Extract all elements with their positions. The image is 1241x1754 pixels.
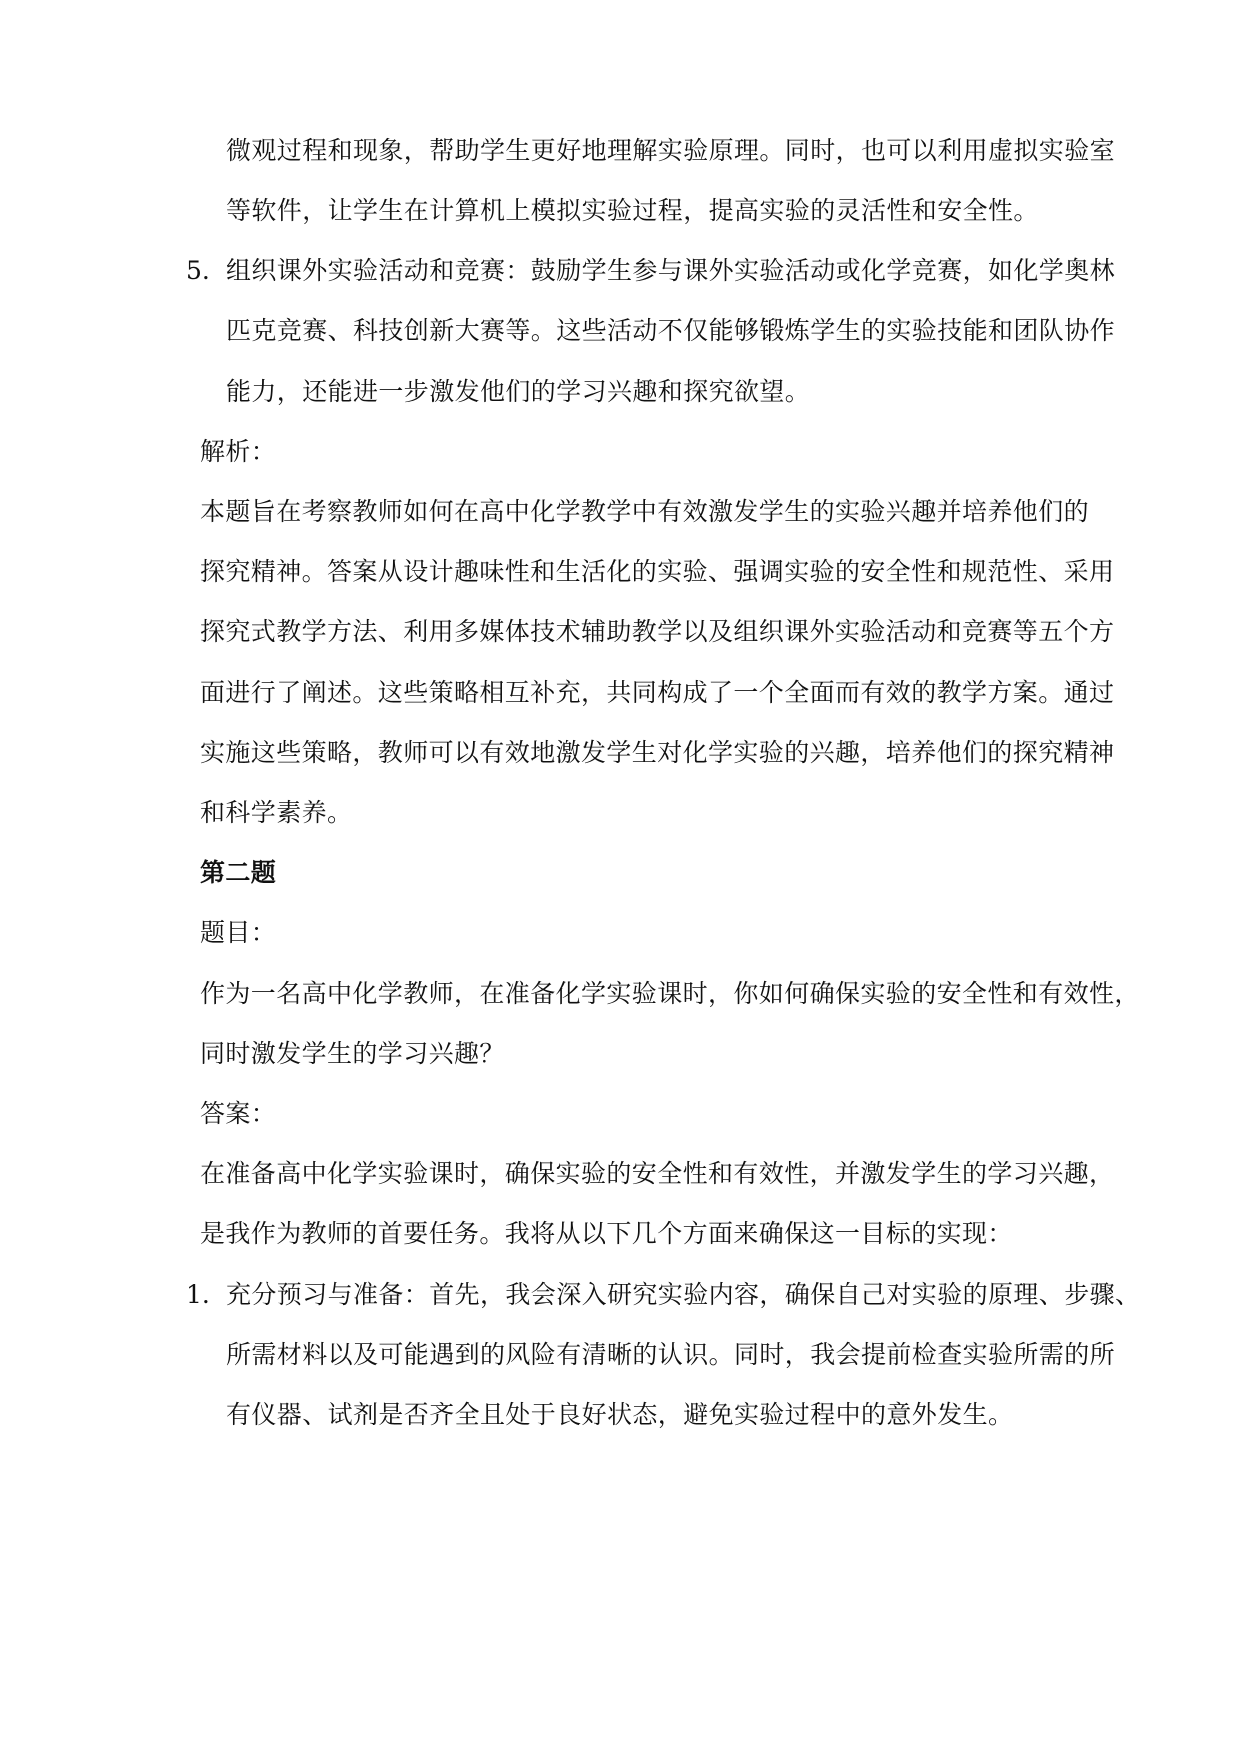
prompt-line: 同时激发学生的学习兴趣？ [200,1039,505,1068]
list-number: 5. [186,256,210,285]
list-number: 1. [186,1280,210,1309]
analysis-line: 本题旨在考察教师如何在高中化学教学中有效激发学生的实验兴趣并培养他们的 [200,497,1090,526]
prompt-line: 作为一名高中化学教师，在准备化学实验课时，你如何确保实验的安全性和有效性， [200,979,1140,1008]
paragraph-line: 等软件，让学生在计算机上模拟实验过程，提高实验的灵活性和安全性。 [226,196,1039,225]
analysis-line: 实施这些策略，教师可以有效地激发学生对化学实验的兴趣，培养他们的探究精神 [200,738,1115,767]
analysis-label: 解析： [200,437,277,466]
list-item-line: 匹克竞赛、科技创新大赛等。这些活动不仅能够锻炼学生的实验技能和团队协作 [226,316,1116,345]
list-item-line: 有仪器、试剂是否齐全且处于良好状态，避免实验过程中的意外发生。 [226,1400,1014,1429]
paragraph-line: 微观过程和现象，帮助学生更好地理解实验原理。同时，也可以利用虚拟实验室 [226,136,1116,165]
section-heading: 第二题 [200,858,277,887]
analysis-line: 面进行了阐述。这些策略相互补充，共同构成了一个全面而有效的教学方案。通过 [200,678,1115,707]
answer-label: 答案： [200,1099,277,1128]
list-item-line: 能力，还能进一步激发他们的学习兴趣和探究欲望。 [226,377,811,406]
analysis-line: 探究式教学方法、利用多媒体技术辅助教学以及组织课外实验活动和竞赛等五个方 [200,617,1115,646]
list-item-line: 组织课外实验活动和竞赛：鼓励学生参与课外实验活动或化学竞赛，如化学奥林 [226,256,1116,285]
analysis-line: 和科学素养。 [200,798,353,827]
list-item-line: 所需材料以及可能遇到的风险有清晰的认识。同时，我会提前检查实验所需的所 [226,1340,1116,1369]
answer-line: 是我作为教师的首要任务。我将从以下几个方面来确保这一目标的实现： [200,1219,1013,1248]
prompt-label: 题目： [200,918,277,947]
list-item-line: 充分预习与准备：首先，我会深入研究实验内容，确保自己对实验的原理、步骤、 [226,1280,1141,1309]
answer-line: 在准备高中化学实验课时，确保实验的安全性和有效性，并激发学生的学习兴趣， [200,1159,1115,1188]
analysis-line: 探究精神。答案从设计趣味性和生活化的实验、强调实验的安全性和规范性、采用 [200,557,1115,586]
